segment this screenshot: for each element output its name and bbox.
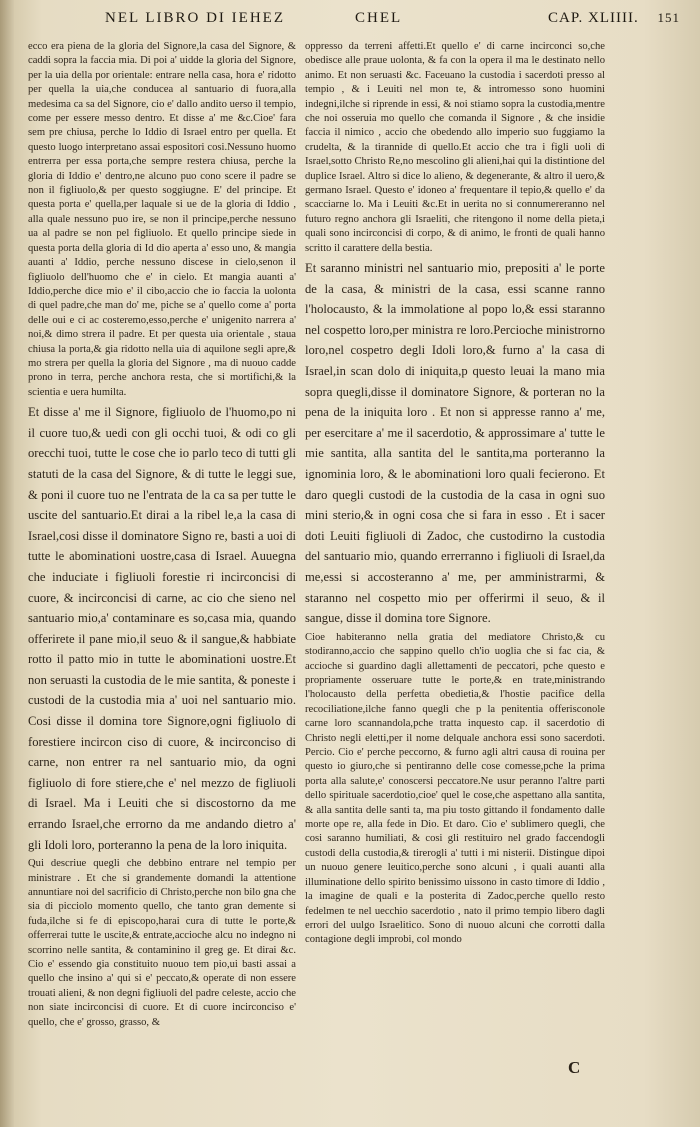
right-text-column <box>305 40 605 950</box>
header-book-title: NEL LIBRO DI IEHEZ <box>105 10 285 26</box>
left-text-column <box>28 40 296 1032</box>
signature-mark: C <box>568 1058 581 1077</box>
scripture-paragraph: Et disse a' me il Signore, figliuolo de l'huomo,po ni il cuore tuo,& uedi con gli occhi tuoi, & odi co gli orecchi tuoi, tutte le cose che io parlo teco di tutti gli statuti de la casa del Signore, & di tutte le leggi sue, & poni il cuore tuo ne l'entrata de la ca sa per tutte le uscite del santuario.Et dirai a la ribel le,a la casa di Israel,cosi disse il dominatore Signo re, basti a uoi di tutte le abominationi uostre,casa di Israel. Auuegna che induciate i figliuoli forestie ri incirconcisi di cuore, & incirconcisi di carne, ac cio che sieno nel santuario mio,a' contaminare es so,casa mia, quando offerirete il pane mio,il seuo & il sangue,& habbiate rotto il patto mio in tutte le abominationi uostre.Et non seruasti la custodia de le mie santita, & poneste i custodi de la custodia mia a' uoi nel santuario mio. Cosi disse il domina tore Signore,ogni figliuolo di forestiere incircon ciso di cuore, & incirconciso di carne, non entrer ra nel santuario mio, da ogni figliuolo di fore stiere,che e' nel mezzo de figliuoli di Israel. Ma i Leuiti che si discostorno da me errando Israel,che errorno da me andando dietro a' gli Idoli loro, porteranno la pena de la loro iniquita. <box>28 405 296 852</box>
header-chapter-folio <box>548 10 680 27</box>
header-chapter: CAP. XLIIII. <box>548 10 639 26</box>
header-book-title-continued: CHEL <box>355 10 403 26</box>
commentary-paragraph: ecco era piena de la gloria del Signore,la casa del Signore, & caddi sopra la faccia mia. Di poi a' uidde la gloria del Signore, per la uia della por orientale: entrare nella casa, hora e' ridotto per quella la uia,che conducea al santuario di fuora,alla medesima ca sa del Signore, cio e' dallo andito uerso il tempio, come per essere messo dentro. Et disse a' me &c.Cioe' fara sem pre chiusa, perche lo Iddio di Israel entro per quella. Et questo luogo interpretano assai espositori cosi.Nessuno huomo entrerra per essa porta,che sempre restera chiusa, perche la gloria di Iddio e' dentro,ne alcuno puo cono scere il padre se non il figliuolo,& per questo soggiugne. E' del principe. Et questa porta e' quella,per laquale si ue de la gloria di Iddio , alla quale nessuno puo ire, se non il principe,perche nessuno ua al padre se non pel figliuolo. Et quello principe siede in questa porta della gloria di Id dio aperta a' esso uno, & mangia auanti a' Iddio, perche nessuno discese in cielo,senon il figliuolo dell'huomo che e' in cielo. Et mangia auanti a' Iddio,perche dice mio e' il cibo,accio che io faccia la uolonta di quel padre,che man do' me, piche se a' quello come a' porta delle oui e ci ac costeremo,esso,perche e' unigenito narrera a' noi,& dimo strera il padre. Et per questa uia orientale , staua chiusa la porta,& gia ridotto nella uia di aquilone segli apre,& mo strera per quella la gloria del Signore , ma di nuouo cadde prono in terra, perche anchora resta, che si mortifichi,& la scientia e uera humilta. <box>28 41 296 398</box>
folio-number: 151 <box>657 10 680 25</box>
running-header <box>105 6 680 32</box>
scripture-paragraph: Et saranno ministri nel santuario mio, prepositi a' le porte de la casa, & ministri de la casa, essi scanne ranno l'holocausto, & la immolatione al popo lo,& essi staranno nel cospetto loro,per ministra re loro.Percioche ministrorno loro,nel cospetro degli Idoli loro,& furno a' la casa di Israel,in scan dolo di iniquita,p questo leuai la mano mia sopra quegli,disse il dominatore Signore, & porteran no la pena de la iniquita loro . Et non si appresse ranno a' me, per esercitare a' me il sacerdotio, & approssimare a' tutte le mie santita, alla santita del le santita,ma porteranno la ignominia loro, & le abominationi loro quali fecierono. Et daro quegli custodi de la custodia de la casa in ogni suo mini sterio,& in ogni cosa che si fara in esso . Et i sacer doti Leuiti figliuoli di Zadoc, che custodirno la custodia del santuario mio, quando errerranno i figliuoli di Israel,da me,essi si accosteranno a' me, per amministrarmi, & staranno nel cospetto mio per offerirmi il seuo, & il sangue, disse il domina tore Signore. <box>305 261 605 626</box>
commentary-paragraph: oppresso da terreni affetti.Et quello e' di carne incirconci so,che obedisce alle praue uolonta, & fa con la opera il ma le destinato nello animo. Et non seruasti &c. Faceuano la custodia i sacerdoti presso al tempio , & i Leuiti nel mon te, & intromesso sono huomini indegni,ilche si riprende in essi, & noi stiamo sopra la custodia,mentre che noi osseruia mo quello che comanda il Signore , & che insidie faccia il nimico , accio che obedendo allo imperio suo fuggiamo la crudelta, & la tirannide di quello.Et accio che tra i figli uoli di Israel,sotto Christo Re,no mescolino gli alieni,hai qui la distintione del duplice Israel. Altro si dice lo alieno, & degenerante, & altro il uero,& germano Israel. Questo e' idoneo a' frequentare il tepio,& quello e' da scacciarne lo. Ma i Leuiti &c.Et in uerita no si connumereranno nel futuro regno anchora gli Israeliti, che ritengono il nome della pieta,i quali sono incirconcisi di corpo, & di animo, le fronti de quali hanno scritto il carattere della bestia. <box>305 41 605 254</box>
commentary-paragraph: Cioe habiteranno nella gratia del mediatore Christo,& cu stodiranno,accio che sappino quello ch'io uoglia che si fac cia, & accioche si guardino dagli allettamenti de peccatori, pche questo e propriamente osseruare tutte le porte,& en trate,ministrando l'holocausto della perfetta obedietia,& l'hostie pacifice della recociliatione,ilche fanno quegli che p la penitentia offerisconole carne loro scannandola,pche tratta inquesto cap. il sacerdotio di Christo negli eletti,per il nome delquale anchora essi sono sacerdoti. Percio. Cio e' perche peccorno, & furno agli altri causa di rouina per questo io giuro,che si pentiranno delle cose comesse,pche la prima porta alla salute,e' conoscersi peccatore.Ne usur peranno l'altre parti dello spirituale sacerdotio,cioe' quel le cose,che aspettano alla santita, & alla santita delle santi ta, ma piu tosto gittando il fondamento dalle morte ope re, alla fede in Dio. Et daro. Cio e' sublimero quegli, che cosi saranno humiliati, & cosi gli restituiro nel grado faccendogli custodi della custodia,& tirerogli a' tutti i mi nisterii. Distingue dipoi un nuouo genere leuitico,perche sono alcuni , i quali auanti alla illuminatione dello spirito benissimo uissono in casto timore di Iddio , la imagine de quali e la posterita di Zadoc,perche quello resto fedelmen te nel uecchio sacerdotio , nato il primo tempio libero dagli errori del uulgo Israelitico. Sono di nuouo alcuni che corrotti dalla contagione degli improbi, col mondo <box>305 631 605 946</box>
book-spine-shadow <box>0 0 14 1127</box>
commentary-paragraph: Qui descriue quegli che debbino entrare nel tempio per ministrare . Et che si grandemente domandi la attentione annuntiare noi del sacrificio di Christo,perche non bilo gna che sia di picciolo momento quello, che tanto gran demente si fuda,ilche si fe di episcopo,harai cura di tutte le porte,& offerrerai tutte le uscite,& entrate,accioche alcu no indegno ni scorrino nelle santita, & contaminino il greg ge. Et dirai &c. Cio e' essendo gia constituito nuouo tem pio,ui basti assai a quello che insino a' qui si e' peccato,& operate di non essere trouati alieni, & non degni figliuoli del padre celeste, accio che non siate incirconcisi di cuore. Et di cuore incirconciso e' quello, che e' grosso, grasso, & <box>28 858 296 1028</box>
